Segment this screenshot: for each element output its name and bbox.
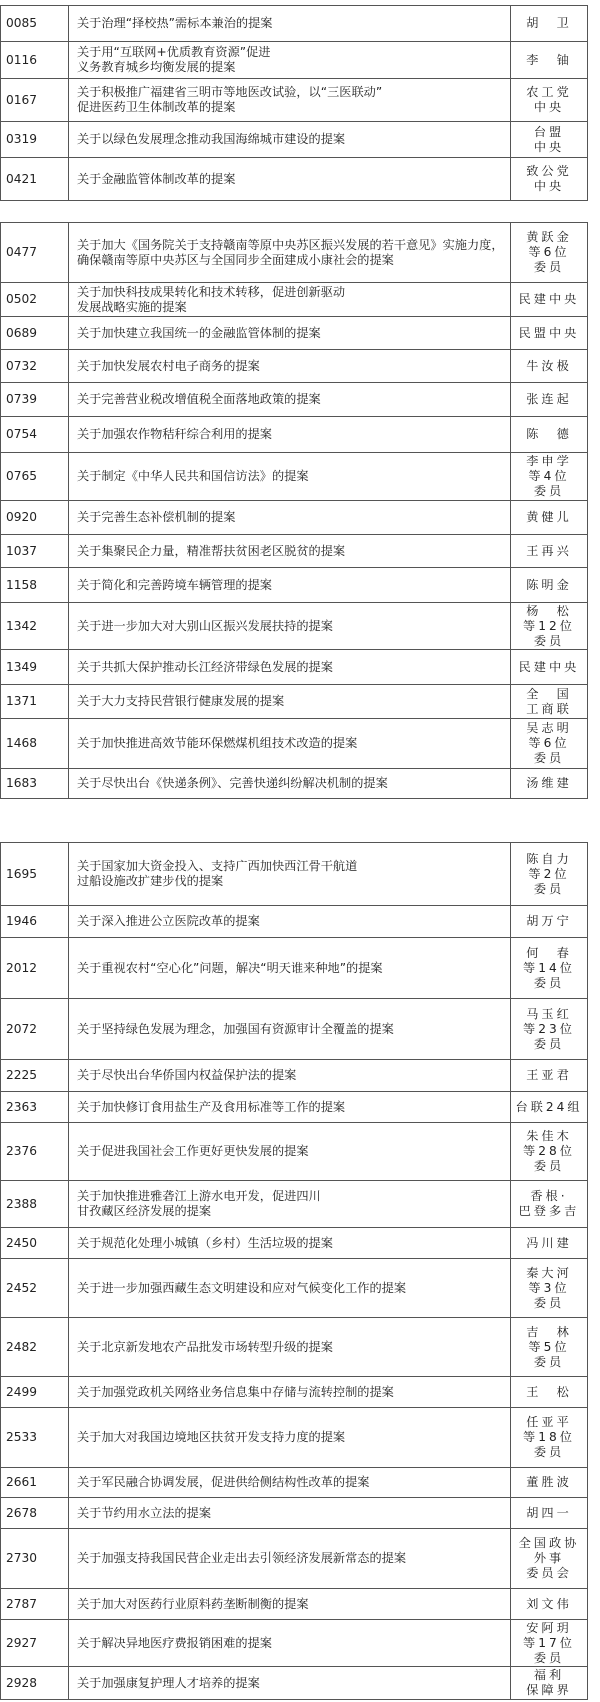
proposal-number: 0502	[1, 283, 69, 317]
table-row	[1, 6, 588, 42]
proposer: 朱佳木 等28位 委员	[511, 1123, 588, 1181]
proposer: 李申学 等4位 委员	[511, 453, 588, 501]
proposal-title: 关于节约用水立法的提案	[69, 1498, 511, 1529]
table-row	[1, 1123, 588, 1181]
proposal-title: 关于加快建立我国统一的金融监管体制的提案	[69, 317, 511, 350]
proposal-number: 2376	[1, 1123, 69, 1181]
proposal-number: 0689	[1, 317, 69, 350]
proposal-number: 2450	[1, 1228, 69, 1259]
proposal-number: 0319	[1, 122, 69, 158]
table-row	[1, 223, 588, 283]
proposal-number: 1683	[1, 769, 69, 799]
table-row	[1, 535, 588, 568]
proposer: 汤维建	[511, 769, 588, 799]
proposal-number: 2482	[1, 1318, 69, 1377]
proposer: 福利 保障界	[511, 1667, 588, 1700]
proposal-number: 2225	[1, 1060, 69, 1092]
proposal-title: 关于加大对我国边境地区扶贫开发支持力度的提案	[69, 1408, 511, 1468]
proposal-table-2	[0, 222, 588, 799]
table-row	[1, 1408, 588, 1468]
table-row	[1, 1498, 588, 1529]
table-row	[1, 1228, 588, 1259]
table-row	[1, 42, 588, 79]
proposal-title: 关于进一步加大对大别山区振兴发展扶持的提案	[69, 603, 511, 650]
proposal-title: 关于集聚民企力量，精准帮扶贫困老区脱贫的提案	[69, 535, 511, 568]
table-row	[1, 769, 588, 799]
proposal-number: 2927	[1, 1620, 69, 1667]
proposal-title: 关于积极推广福建省三明市等地医改试验，以“三医联动” 促进医药卫生体制改革的提案	[69, 79, 511, 122]
proposal-number: 2787	[1, 1589, 69, 1620]
table-row	[1, 568, 588, 603]
table-row	[1, 1620, 588, 1667]
proposal-number: 2363	[1, 1092, 69, 1123]
proposal-title: 关于解决异地医疗费报销困难的提案	[69, 1620, 511, 1667]
proposal-number: 1037	[1, 535, 69, 568]
proposal-title: 关于加强支持我国民营企业走出去引领经济发展新常态的提案	[69, 1529, 511, 1589]
proposer: 王亚君	[511, 1060, 588, 1092]
table-row	[1, 719, 588, 769]
proposer: 李 铀	[511, 42, 588, 79]
proposer: 冯川建	[511, 1228, 588, 1259]
proposal-title: 关于军民融合协调发展，促进供给侧结构性改革的提案	[69, 1468, 511, 1498]
proposal-title: 关于加强农作物秸秆综合利用的提案	[69, 417, 511, 453]
table-row	[1, 1181, 588, 1228]
proposer: 何 春 等14位 委员	[511, 938, 588, 999]
proposer: 香根· 巴登多吉	[511, 1181, 588, 1228]
proposal-title: 关于规范化处理小城镇（乡村）生活垃圾的提案	[69, 1228, 511, 1259]
proposal-title: 关于加强党政机关网络业务信息集中存储与流转控制的提案	[69, 1377, 511, 1408]
proposer: 陈自力 等2位 委员	[511, 843, 588, 906]
proposer: 民建中央	[511, 283, 588, 317]
table-row	[1, 1468, 588, 1498]
proposal-number: 1946	[1, 906, 69, 938]
table-row	[1, 417, 588, 453]
proposer: 台联24组	[511, 1092, 588, 1123]
proposal-number: 1342	[1, 603, 69, 650]
table-row	[1, 650, 588, 685]
table-row	[1, 1318, 588, 1377]
proposal-title: 关于简化和完善跨境车辆管理的提案	[69, 568, 511, 603]
proposal-number: 2452	[1, 1259, 69, 1318]
table-row	[1, 383, 588, 417]
proposer: 张连起	[511, 383, 588, 417]
table-row	[1, 501, 588, 535]
proposal-title: 关于以绿色发展理念推动我国海绵城市建设的提案	[69, 122, 511, 158]
proposal-title: 关于重视农村“空心化”问题，解决“明天谁来种地”的提案	[69, 938, 511, 999]
proposer: 马玉红 等23位 委员	[511, 999, 588, 1060]
proposal-title: 关于大力支持民营银行健康发展的提案	[69, 685, 511, 719]
table-row	[1, 843, 588, 906]
proposal-number: 0739	[1, 383, 69, 417]
proposal-title: 关于治理“择校热”需标本兼治的提案	[69, 6, 511, 42]
proposer: 民建中央	[511, 650, 588, 685]
proposal-title: 关于加快推进高效节能环保燃煤机组技术改造的提案	[69, 719, 511, 769]
table-row	[1, 1589, 588, 1620]
proposer: 安阿玥 等17位 委员	[511, 1620, 588, 1667]
proposal-title: 关于国家加大资金投入、支持广西加快西江骨干航道 过船设施改扩建步伐的提案	[69, 843, 511, 906]
table-row	[1, 938, 588, 999]
proposer: 杨 松 等12位 委员	[511, 603, 588, 650]
proposer: 王再兴	[511, 535, 588, 568]
proposer: 刘文伟	[511, 1589, 588, 1620]
proposer: 全 国 工商联	[511, 685, 588, 719]
proposer: 秦大河 等3位 委员	[511, 1259, 588, 1318]
proposer: 牛汝极	[511, 350, 588, 383]
proposer: 王 松	[511, 1377, 588, 1408]
proposal-number: 0754	[1, 417, 69, 453]
proposer: 农工党 中央	[511, 79, 588, 122]
proposal-number: 0421	[1, 158, 69, 201]
proposal-number: 1371	[1, 685, 69, 719]
table-row	[1, 79, 588, 122]
proposal-number: 0085	[1, 6, 69, 42]
proposal-number: 1349	[1, 650, 69, 685]
proposal-title: 关于金融监管体制改革的提案	[69, 158, 511, 201]
proposal-number: 0765	[1, 453, 69, 501]
table-row	[1, 283, 588, 317]
proposer: 吴志明 等6位 委员	[511, 719, 588, 769]
proposal-number: 2499	[1, 1377, 69, 1408]
table-row	[1, 1529, 588, 1589]
proposal-title: 关于坚持绿色发展为理念，加强国有资源审计全覆盖的提案	[69, 999, 511, 1060]
table-row	[1, 158, 588, 201]
proposal-table-2-body	[1, 223, 588, 799]
proposer: 黄健儿	[511, 501, 588, 535]
proposal-number: 1695	[1, 843, 69, 906]
proposal-title: 关于北京新发地农产品批发市场转型升级的提案	[69, 1318, 511, 1377]
table-row	[1, 350, 588, 383]
proposer: 董胜波	[511, 1468, 588, 1498]
proposal-title: 关于用“互联网+优质教育资源”促进 义务教育城乡均衡发展的提案	[69, 42, 511, 79]
proposal-title: 关于完善生态补偿机制的提案	[69, 501, 511, 535]
proposal-number: 2661	[1, 1468, 69, 1498]
table-row	[1, 317, 588, 350]
proposal-number: 0477	[1, 223, 69, 283]
proposal-number: 2388	[1, 1181, 69, 1228]
proposal-title: 关于共抓大保护推动长江经济带绿色发展的提案	[69, 650, 511, 685]
proposal-title: 关于加快推进雅砻江上游水电开发，促进四川 甘孜藏区经济发展的提案	[69, 1181, 511, 1228]
proposal-number: 2678	[1, 1498, 69, 1529]
table-row	[1, 1667, 588, 1700]
table-row	[1, 453, 588, 501]
proposal-title: 关于深入推进公立医院改革的提案	[69, 906, 511, 938]
proposer: 任亚平 等18位 委员	[511, 1408, 588, 1468]
proposal-table-1-body	[1, 6, 588, 201]
proposal-number: 2012	[1, 938, 69, 999]
table-row	[1, 1060, 588, 1092]
table-row	[1, 999, 588, 1060]
proposal-number: 2533	[1, 1408, 69, 1468]
table-row	[1, 906, 588, 938]
proposer: 全国政协 外事 委员会	[511, 1529, 588, 1589]
proposer: 吉 林 等5位 委员	[511, 1318, 588, 1377]
proposal-title: 关于加大《国务院关于支持赣南等原中央苏区振兴发展的若干意见》实施力度，确保赣南等原中央苏区与全国同步全面建成小康社会的提案	[69, 223, 511, 283]
proposal-number: 0116	[1, 42, 69, 79]
table-row	[1, 603, 588, 650]
proposer: 陈明金	[511, 568, 588, 603]
proposal-table-3	[0, 842, 588, 1700]
proposer: 胡 卫	[511, 6, 588, 42]
proposal-title: 关于加快修订食用盐生产及食用标准等工作的提案	[69, 1092, 511, 1123]
proposer: 胡四一	[511, 1498, 588, 1529]
proposal-number: 0732	[1, 350, 69, 383]
proposal-number: 2730	[1, 1529, 69, 1589]
proposal-number: 1158	[1, 568, 69, 603]
proposal-number: 2072	[1, 999, 69, 1060]
proposal-title: 关于加快发展农村电子商务的提案	[69, 350, 511, 383]
proposal-number: 1468	[1, 719, 69, 769]
proposer: 台盟 中央	[511, 122, 588, 158]
proposer: 致公党 中央	[511, 158, 588, 201]
proposer: 胡万宁	[511, 906, 588, 938]
proposal-title: 关于完善营业税改增值税全面落地政策的提案	[69, 383, 511, 417]
table-row	[1, 1377, 588, 1408]
proposer: 黄跃金 等6位 委员	[511, 223, 588, 283]
proposer: 民盟中央	[511, 317, 588, 350]
proposal-title: 关于加大对医药行业原料药垄断制衡的提案	[69, 1589, 511, 1620]
proposal-title: 关于尽快出台华侨国内权益保护法的提案	[69, 1060, 511, 1092]
proposal-number: 0167	[1, 79, 69, 122]
proposal-title: 关于尽快出台《快递条例》、完善快递纠纷解决机制的提案	[69, 769, 511, 799]
proposal-title: 关于促进我国社会工作更好更快发展的提案	[69, 1123, 511, 1181]
proposal-title: 关于加快科技成果转化和技术转移，促进创新驱动 发展战略实施的提案	[69, 283, 511, 317]
proposal-title: 关于进一步加强西藏生态文明建设和应对气候变化工作的提案	[69, 1259, 511, 1318]
table-row	[1, 685, 588, 719]
table-row	[1, 1259, 588, 1318]
proposal-table-1	[0, 5, 588, 201]
table-row	[1, 1092, 588, 1123]
proposer: 陈 德	[511, 417, 588, 453]
proposal-number: 0920	[1, 501, 69, 535]
table-row	[1, 122, 588, 158]
proposal-title: 关于加强康复护理人才培养的提案	[69, 1667, 511, 1700]
proposal-title: 关于制定《中华人民共和国信访法》的提案	[69, 453, 511, 501]
proposal-number: 2928	[1, 1667, 69, 1700]
proposal-table-3-body	[1, 843, 588, 1700]
